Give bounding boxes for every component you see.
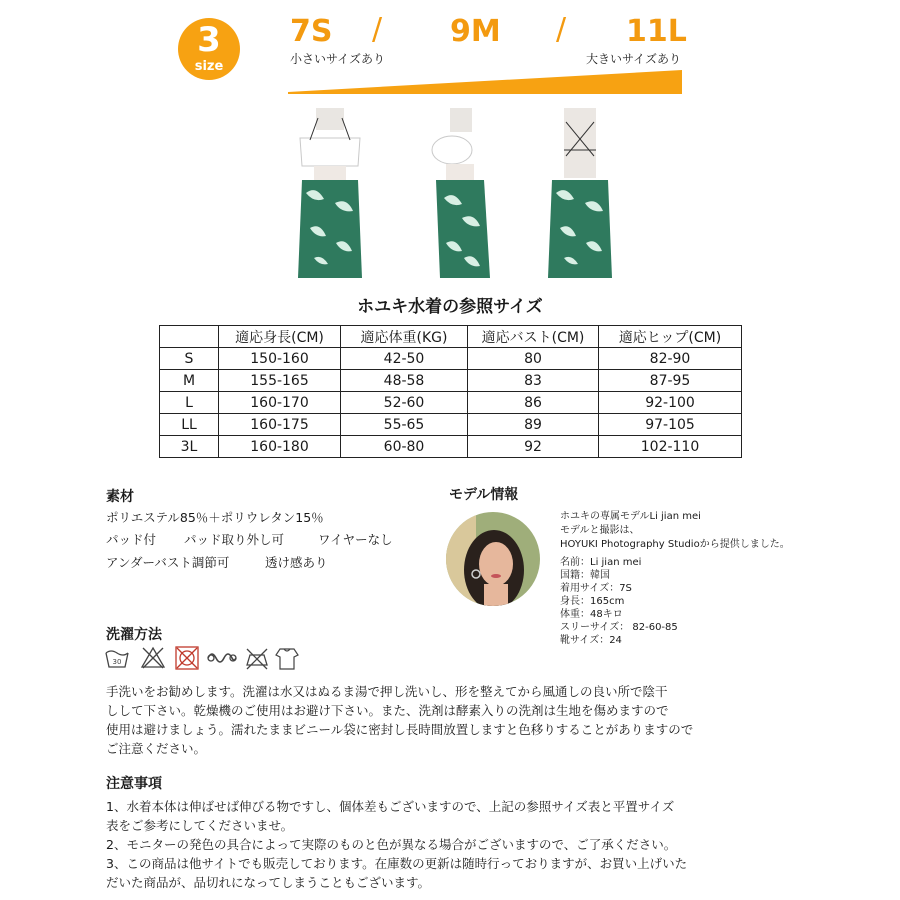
no-bleach-icon [140, 645, 166, 671]
table-header-cell [160, 326, 219, 348]
table-cell: 92 [468, 436, 599, 458]
table-cell: 82-90 [599, 348, 742, 370]
table-row [160, 370, 742, 392]
table-cell: 160-170 [219, 392, 341, 414]
table-header-cell: 適応バスト(CM) [468, 326, 599, 348]
size-label-small: 7S [290, 14, 333, 49]
table-header-cell: 適応ヒップ(CM) [599, 326, 742, 348]
table-cell: M [160, 370, 219, 392]
wring-gently-icon [206, 645, 238, 671]
model-heading: モデル情報 [449, 487, 519, 503]
notes-heading: 注意事項 [106, 776, 162, 792]
dry-flat-icon [274, 645, 300, 671]
note-line: だいた商品が、品切れになってしまうこともございます。 [106, 875, 431, 890]
feature-adjustable: アンダーバスト調節可 [106, 555, 230, 570]
wash-paragraph-line: 使用は避けましょう。濡れたままビニール袋に密封し長時間放置しますと色移りすることがありますので [106, 722, 694, 737]
model-info-line: スリーサイズ： 82-60-85 [560, 622, 678, 633]
hand-wash-temp: 30 [112, 658, 122, 666]
note-line: 表をご参考にしてくださいませ。 [106, 818, 294, 833]
table-cell: LL [160, 414, 219, 436]
model-info-line: 着用サイズ：7S [560, 583, 632, 594]
swimsuit-back-view [530, 108, 630, 286]
table-cell: 83 [468, 370, 599, 392]
small-size-note: 小さいサイズあり [290, 52, 386, 66]
badge-label: size [194, 59, 224, 74]
table-cell: 52-60 [341, 392, 468, 414]
note-line: 2、モニターの発色の具合によって実際のものと色が異なる場合がございますので、ご了承ください。 [106, 837, 677, 852]
note-line: 1、水着本体は伸ばせば伸びる物ですし、個体差もございますので、上記の参照サイズ表と平置サイズ [106, 799, 675, 814]
model-info-line: 国籍：韓国 [560, 570, 610, 581]
model-info-line: 靴サイズ：24 [560, 635, 622, 646]
table-cell: 160-175 [219, 414, 341, 436]
table-cell: 48-58 [341, 370, 468, 392]
model-info-line: HOYUKI Photography Studioから提供しました。 [560, 539, 790, 550]
feature-pad: パッド付 [106, 532, 157, 547]
table-cell: S [160, 348, 219, 370]
size-separator: / [372, 12, 383, 47]
large-size-note: 大きいサイズあり [586, 52, 682, 66]
model-avatar [446, 512, 540, 606]
feature-no-wire: ワイヤーなし [318, 532, 393, 547]
model-info-line: 名前：Li jian mei [560, 557, 642, 568]
table-row [160, 392, 742, 414]
feature-removable-pad: パッド取り外し可 [184, 532, 285, 547]
table-cell: 55-65 [341, 414, 468, 436]
no-iron-icon [244, 645, 270, 671]
badge-number: 3 [197, 20, 221, 60]
wash-paragraph-line: 手洗いをお勧めします。洗濯は水又はぬるま湯で押し洗いし、形を整えてから風通しの良い所で陰干 [106, 684, 668, 699]
table-cell: 160-180 [219, 436, 341, 458]
swimsuit-front-view [280, 108, 380, 286]
table-cell: L [160, 392, 219, 414]
table-cell: 92-100 [599, 392, 742, 414]
size-table-title: ホユキ水着の参照サイズ [357, 297, 543, 317]
table-cell: 150-160 [219, 348, 341, 370]
table-cell: 155-165 [219, 370, 341, 392]
wash-heading: 洗濯方法 [106, 627, 162, 643]
note-line: 3、この商品は他サイトでも販売しております。在庫数の更新は随時行っておりますが、お買い上げいた [106, 856, 688, 871]
model-info-line: モデルと撮影は、 [560, 525, 640, 536]
material-heading: 素材 [106, 489, 134, 505]
model-info-line: ホユキの専属モデルLi jian mei [560, 511, 701, 522]
table-row [160, 414, 742, 436]
size-table [159, 325, 742, 458]
table-cell: 87-95 [599, 370, 742, 392]
table-cell: 86 [468, 392, 599, 414]
table-header-cell: 適応体重(KG) [341, 326, 468, 348]
table-cell: 42-50 [341, 348, 468, 370]
table-cell: 89 [468, 414, 599, 436]
table-cell: 102-110 [599, 436, 742, 458]
table-cell: 97-105 [599, 414, 742, 436]
table-row [160, 436, 742, 458]
size-label-medium: 9M [450, 14, 501, 49]
feature-sheer: 透け感あり [265, 555, 328, 570]
table-header-cell: 適応身長(CM) [219, 326, 341, 348]
swimsuit-side-view [410, 108, 510, 286]
wash-paragraph-line: ご注意ください。 [106, 741, 207, 756]
model-info-line: 身長：165cm [560, 596, 625, 607]
model-info-line: 体重：48キロ [560, 609, 623, 620]
hand-wash-icon [104, 645, 130, 671]
material-composition: ポリエステル85％＋ポリウレタン15％ [106, 510, 324, 525]
table-cell: 3L [160, 436, 219, 458]
table-header-row [160, 326, 742, 348]
table-cell: 60-80 [341, 436, 468, 458]
size-range-bar [288, 70, 682, 94]
table-row [160, 348, 742, 370]
size-label-large: 11L [626, 14, 687, 49]
table-cell: 80 [468, 348, 599, 370]
no-tumble-dry-icon [174, 645, 200, 671]
size-separator: / [556, 12, 567, 47]
wash-paragraph-line: しして下さい。乾燥機のご使用はお避け下さい。また、洗剤は酵素入りの洗剤は生地を傷めますので [106, 703, 669, 718]
size-count-badge [178, 18, 240, 80]
model-portrait [446, 512, 540, 606]
